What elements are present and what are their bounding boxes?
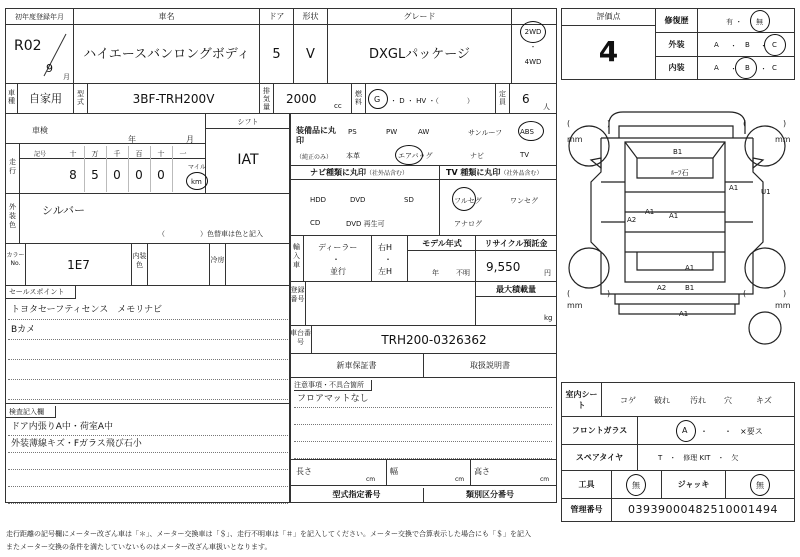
drive-2wd: 2WD — [524, 28, 542, 36]
inspector-label: 検査記入欄 — [6, 406, 56, 418]
tv-item: ワンセグ — [510, 197, 538, 205]
damage-label: U1 — [761, 188, 771, 196]
length-label: 長さ — [296, 467, 312, 476]
windshield-a: A — [682, 426, 688, 435]
disp-label: 排気量 — [260, 84, 274, 114]
warranty-cell: 新車保証書 — [290, 354, 424, 378]
svg-text:): ) — [607, 289, 611, 298]
registration-label: 登録番号 — [290, 282, 306, 326]
grade-letter: ・ — [760, 42, 767, 50]
equipment-item: ナビ — [470, 152, 484, 160]
seat-item: 汚れ — [690, 396, 706, 405]
mileage-digit: 8 — [69, 168, 77, 182]
spare-options: T ・ 修理 KIT ・ 欠 — [638, 445, 794, 471]
navi-sub: （社外品含む） — [366, 170, 409, 177]
interior-b-circle — [735, 57, 757, 79]
navi-item: DVD — [350, 196, 366, 204]
svg-text:mm: mm — [567, 135, 583, 144]
abs-circle — [518, 121, 544, 141]
sales-line — [8, 380, 288, 400]
tv-item: アナログ — [454, 220, 482, 228]
interior-color-label: 内装色 — [132, 244, 148, 286]
svg-text:(: ( — [567, 289, 571, 298]
yen-unit: 円 — [544, 269, 551, 277]
type-label: 車種 — [6, 84, 18, 114]
jack-value: 無 — [756, 481, 764, 490]
drive-dot: ・ — [529, 43, 537, 51]
model-label: 型式 — [74, 84, 88, 114]
inspector-line: 外装薄線キズ・Fガラス飛び石小 — [8, 436, 288, 453]
model-year-label: モデル年式 — [408, 236, 476, 251]
notes-line — [294, 425, 552, 442]
jack-label: ジャッキ — [662, 471, 726, 499]
grade-letter: B — [745, 64, 750, 72]
mileage-digit: 0 — [135, 168, 143, 182]
cooler-label: 冷房 — [210, 244, 226, 286]
import-dot: ・ — [332, 255, 340, 264]
damage-label: A1 — [669, 212, 679, 220]
digit-header: 千 — [113, 150, 121, 158]
seat-item: 穴 — [724, 396, 732, 405]
svg-text:(: ( — [743, 289, 747, 298]
seat-label: 室内シート — [562, 383, 602, 417]
exterior-label: 外装 — [656, 33, 698, 57]
inspector-line: ドア内張りA中・荷室A中 — [8, 419, 288, 436]
repair-label: 修復歴 — [656, 9, 698, 33]
grade-letter: ・ — [730, 42, 737, 50]
model-year-unit: 年 — [432, 269, 439, 277]
repair-options: 有 ・ — [726, 18, 743, 26]
shape-label: 形状 — [294, 9, 328, 25]
shaken-month-unit: 月 — [186, 135, 194, 144]
sales-line — [8, 360, 288, 380]
svg-text:(: ( — [567, 119, 571, 128]
inspector-line — [8, 470, 288, 487]
notes-line — [294, 442, 552, 459]
inspector-line — [8, 487, 288, 504]
sales-line: トヨタセーフティセンス メモリナビ — [8, 300, 288, 320]
usage-value: 自家用 — [18, 84, 74, 114]
import-dealer: ディーラー — [318, 243, 358, 252]
chassis-label: 車台番号 — [290, 326, 312, 354]
exterior-c-circle — [764, 34, 786, 56]
digit-header: 十 — [157, 150, 165, 158]
category-number-label: 類別区分番号 — [466, 490, 514, 499]
svg-text:mm: mm — [567, 301, 583, 310]
repaint-note: （ ）色替車は色と記入 — [158, 230, 263, 238]
interior-label: 内装 — [656, 57, 698, 79]
month-value: 9 — [46, 62, 53, 75]
windshield-label: フロントガラス — [562, 417, 638, 445]
mgmt-value: 03939000482510001494 — [628, 503, 778, 516]
equipment-item: 本革 — [346, 152, 360, 160]
door-label: ドア — [260, 9, 294, 25]
capacity-value: 6 — [522, 92, 530, 106]
sales-line: Bカメ — [8, 320, 288, 340]
repair-none-circle — [750, 10, 770, 32]
notes-line: フロアマットなし — [294, 391, 552, 408]
displacement: 2000 — [286, 92, 317, 106]
grade-value: DXGLパッケージ — [328, 25, 512, 84]
navi-label — [290, 166, 440, 180]
navi-item: HDD — [310, 196, 327, 204]
mileage-digit: 5 — [91, 168, 99, 182]
tools-value: 無 — [632, 481, 640, 490]
equipment-item: エアバッグ — [398, 152, 433, 160]
grade-label: グレード — [328, 9, 512, 25]
month-unit: 月 — [63, 73, 70, 81]
damage-diagram — [561, 82, 795, 382]
damage-label: A2 — [657, 284, 667, 292]
score-label: 評価点 — [562, 9, 656, 25]
kg-unit: kg — [544, 314, 553, 322]
color-no-value: 1E7 — [26, 244, 132, 286]
shape-value: V — [294, 25, 328, 84]
grade-letter: ・ — [730, 65, 737, 73]
seat-item: コゲ — [620, 396, 636, 405]
damage-label: B1 — [685, 284, 695, 292]
tools-circle — [626, 474, 646, 496]
fuel-options: ・ D ・ HV ・（ ） — [390, 97, 474, 105]
damage-label: A2 — [627, 216, 637, 224]
tv-label-text: TV 種類に丸印 — [446, 168, 501, 177]
equipment-item: AW — [418, 128, 430, 136]
fuel-g: G — [374, 95, 381, 104]
digit-header: 百 — [135, 150, 143, 158]
km-label: km — [191, 178, 202, 186]
footer-line1: 走行距離の記号欄にメーター改ざん車は「＊」、メーター交換車は「＄」、走行不明車は「＃」を記入してください。メーター交換で合算表示した場合にも「＄」を記入 — [6, 530, 531, 538]
import-parallel: 並行 — [330, 267, 346, 276]
capacity-unit: 人 — [543, 103, 550, 111]
year-era: R02 — [14, 38, 42, 54]
footer-line2: またメーター交換の条件を満たしていないものはメーター改ざん車扱いとなります。 — [6, 543, 272, 551]
equipment-item: サンルーフ — [468, 129, 503, 137]
svg-text:mm: mm — [775, 301, 791, 310]
digit-header: 一 — [179, 150, 187, 158]
damage-label: ﾙｰﾌ石 — [671, 169, 689, 177]
svg-text:(: ( — [743, 119, 747, 128]
grade-letter: A — [714, 64, 719, 72]
grade-letter: C — [772, 64, 777, 72]
type-designation-label: 型式指定番号 — [290, 488, 424, 502]
equipment-item: TV — [520, 151, 530, 159]
navi-label-text: ナビ種類に丸印 — [310, 168, 366, 177]
repair-none: 無 — [756, 18, 763, 26]
equipment-sub: （純正のみ） — [296, 154, 333, 161]
mileage-label: 走行 — [6, 144, 20, 194]
height-label: 高さ — [474, 467, 490, 476]
model-year-unknown: 不明 — [456, 269, 470, 277]
notes-line — [294, 408, 552, 425]
seat-item: キズ — [756, 396, 772, 405]
left-hand: 左H — [378, 267, 393, 276]
equipment-label: 装備品に丸印 — [296, 126, 336, 145]
equipment-item: PW — [386, 128, 398, 136]
first-reg-label: 初年度登録年月 — [6, 9, 74, 25]
km-circle — [186, 172, 208, 190]
fullseg-circle — [452, 187, 476, 211]
color-value: シルバー — [42, 204, 85, 217]
windshield-options: ・ ・ ×要ス — [700, 427, 763, 436]
grade-letter: ・ — [760, 65, 767, 73]
right-hand: 右H — [378, 243, 393, 252]
svg-text:mm: mm — [775, 135, 791, 144]
jack-circle — [750, 474, 770, 496]
grade-letter: B — [745, 41, 750, 49]
car-name-label: 車名 — [74, 9, 260, 25]
digit-header: 十 — [69, 150, 77, 158]
damage-label: A1 — [729, 184, 739, 192]
length-cm: cm — [366, 476, 376, 483]
seat-item: 破れ — [654, 396, 670, 405]
digit-header: 万 — [91, 150, 99, 158]
shaken-year-unit: 年 — [128, 135, 136, 144]
car-outline — [561, 82, 795, 382]
svg-text:): ) — [607, 119, 611, 128]
fuel-label: 燃料 — [352, 84, 366, 114]
repair-cell — [698, 9, 794, 33]
capacity-label: 定員 — [496, 84, 510, 114]
mile-label: マイル — [188, 164, 206, 171]
damage-label: A1 — [685, 264, 695, 272]
color-no-label: カラーNo. — [6, 244, 26, 286]
chassis-value: TRH200-0326362 — [312, 326, 556, 354]
damage-label: B1 — [673, 148, 683, 156]
sales-label: セールスポイント — [6, 286, 76, 299]
width-label: 幅 — [390, 467, 398, 476]
navi-item: CD — [310, 219, 321, 227]
recycle-label: リサイクル預託金 — [476, 236, 556, 251]
score-value: 4 — [562, 25, 656, 79]
grade-letter: A — [714, 41, 719, 49]
dimensions-row — [290, 460, 556, 486]
kigo-label: 記号 — [34, 151, 47, 158]
mileage-digit: 0 — [157, 168, 165, 182]
drive-4wd: 4WD — [524, 58, 542, 66]
registration-cell — [306, 282, 476, 326]
hand-dot: ・ — [384, 255, 392, 264]
height-cm: cm — [540, 476, 550, 483]
airbag-circle — [395, 145, 423, 165]
equipment-item: PS — [348, 128, 357, 136]
fuel-g-circle — [368, 89, 388, 109]
spare-label: スペアタイヤ — [562, 445, 638, 471]
damage-label: A1 — [679, 310, 689, 318]
damage-label: A1 — [645, 208, 655, 216]
navi-item: SD — [404, 196, 414, 204]
shift-value: IAT — [237, 152, 259, 168]
navi-item: DVD 再生可 — [346, 220, 385, 228]
tv-item: フルセグ — [454, 197, 482, 205]
max-load-label: 最大積載量 — [476, 282, 556, 297]
import-label: 輸入車 — [290, 236, 304, 282]
mileage-digit: 0 — [113, 168, 121, 182]
tools-label: 工具 — [562, 471, 612, 499]
model-value: 3BF-TRH200V — [88, 84, 260, 114]
width-cm: cm — [455, 476, 465, 483]
sales-line — [8, 340, 288, 360]
grade-letter: C — [772, 41, 777, 49]
tv-label — [440, 166, 556, 180]
car-name: ハイエースバンロングボディ — [74, 25, 260, 84]
drive-2wd-circle — [520, 21, 546, 43]
digit-divider — [172, 146, 173, 192]
cc-unit: cc — [334, 102, 342, 110]
doors-value: 5 — [260, 25, 294, 84]
inspector-line — [8, 453, 288, 470]
svg-text:): ) — [783, 289, 787, 298]
shift-label: シフト — [237, 118, 259, 126]
tv-sub: （社外品含む） — [500, 170, 543, 177]
manual-cell: 取扱説明書 — [424, 354, 556, 378]
color-label: 外装色 — [6, 194, 20, 244]
mgmt-label: 管理番号 — [562, 499, 612, 521]
notes-label: 注意事項・不具合箇所 — [294, 380, 372, 391]
windshield-a-circle — [676, 420, 696, 442]
recycle-value: 9,550 — [486, 260, 521, 274]
svg-text:): ) — [783, 119, 787, 128]
equipment-item: ABS — [520, 128, 534, 136]
shaken-label: 車検 — [32, 126, 48, 135]
